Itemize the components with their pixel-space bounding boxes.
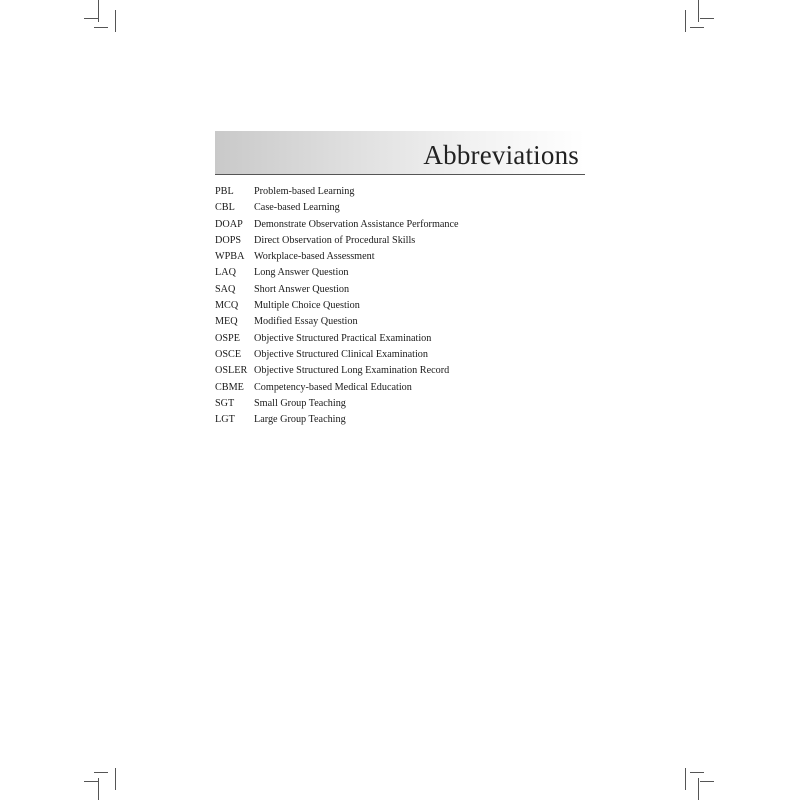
- abbreviation-definition: Small Group Teaching: [254, 397, 346, 409]
- abbreviation-definition: Case-based Learning: [254, 202, 340, 214]
- abbreviation-definition: Problem-based Learning: [254, 186, 355, 197]
- crop-mark: [115, 768, 116, 790]
- abbreviation-row: [215, 412, 595, 428]
- page-title: Abbreviations: [423, 140, 579, 170]
- crop-mark: [685, 768, 686, 790]
- abbreviation-row: [215, 314, 595, 330]
- abbreviation-definition: Objective Structured Practical Examination: [254, 332, 432, 344]
- abbreviation-definition: Modified Essay Question: [254, 316, 358, 328]
- abbreviation-row: [215, 347, 595, 363]
- abbreviation-code: OSPE: [215, 332, 240, 344]
- abbreviation-definition: Objective Structured Clinical Examination: [254, 348, 428, 360]
- crop-mark: [94, 772, 108, 773]
- abbreviation-code: LAQ: [215, 267, 236, 279]
- abbreviation-code: PBL: [215, 186, 234, 197]
- abbreviation-code: WPBA: [215, 251, 245, 263]
- crop-mark: [698, 778, 699, 800]
- crop-mark: [84, 18, 98, 19]
- crop-mark: [690, 27, 704, 28]
- crop-mark: [700, 781, 714, 782]
- abbreviation-code: SGT: [215, 397, 235, 409]
- abbreviation-code: CBME: [215, 381, 244, 393]
- abbreviation-definition: Workplace-based Assessment: [254, 251, 375, 263]
- abbreviation-code: DOAP: [215, 218, 243, 230]
- abbreviation-code: CBL: [215, 202, 235, 214]
- abbreviation-definition: Demonstrate Observation Assistance Performance: [254, 218, 459, 230]
- abbreviation-code: SAQ: [215, 283, 236, 295]
- crop-mark: [685, 10, 686, 32]
- abbreviation-row: [215, 265, 595, 281]
- abbreviation-definition: Long Answer Question: [254, 267, 349, 279]
- crop-mark: [700, 18, 714, 19]
- abbreviation-definition: Large Group Teaching: [254, 414, 346, 426]
- abbreviation-code: OSLER: [215, 365, 248, 377]
- abbreviation-row: [215, 298, 595, 314]
- abbreviation-row: [215, 217, 595, 233]
- abbreviation-row: [215, 249, 595, 265]
- abbreviation-code: MEQ: [215, 316, 238, 328]
- abbreviation-list: [215, 184, 595, 428]
- crop-mark: [115, 10, 116, 32]
- abbreviation-definition: Direct Observation of Procedural Skills: [254, 234, 416, 246]
- abbreviation-code: MCQ: [215, 300, 239, 312]
- crop-mark: [690, 772, 704, 773]
- title-divider: [215, 174, 585, 175]
- abbreviation-row: [215, 200, 595, 216]
- abbreviation-row: [215, 331, 595, 347]
- abbreviation-definition: Multiple Choice Question: [254, 300, 360, 312]
- abbreviation-code: OSCE: [215, 348, 242, 360]
- crop-mark: [94, 27, 108, 28]
- crop-mark: [98, 0, 99, 22]
- abbreviation-row: [215, 380, 595, 396]
- crop-mark: [698, 0, 699, 22]
- abbreviation-row: [215, 282, 595, 298]
- abbreviation-row: [215, 396, 595, 412]
- crop-mark: [98, 778, 99, 800]
- abbreviation-row: [215, 184, 595, 200]
- abbreviation-code: LGT: [215, 414, 235, 426]
- abbreviation-row: [215, 363, 595, 379]
- abbreviation-row: [215, 233, 595, 249]
- crop-mark: [84, 781, 98, 782]
- abbreviation-code: DOPS: [215, 234, 242, 246]
- abbreviation-definition: Short Answer Question: [254, 283, 350, 295]
- abbreviation-definition: Objective Structured Long Examination Record: [254, 365, 450, 377]
- abbreviation-definition: Competency-based Medical Education: [254, 381, 412, 393]
